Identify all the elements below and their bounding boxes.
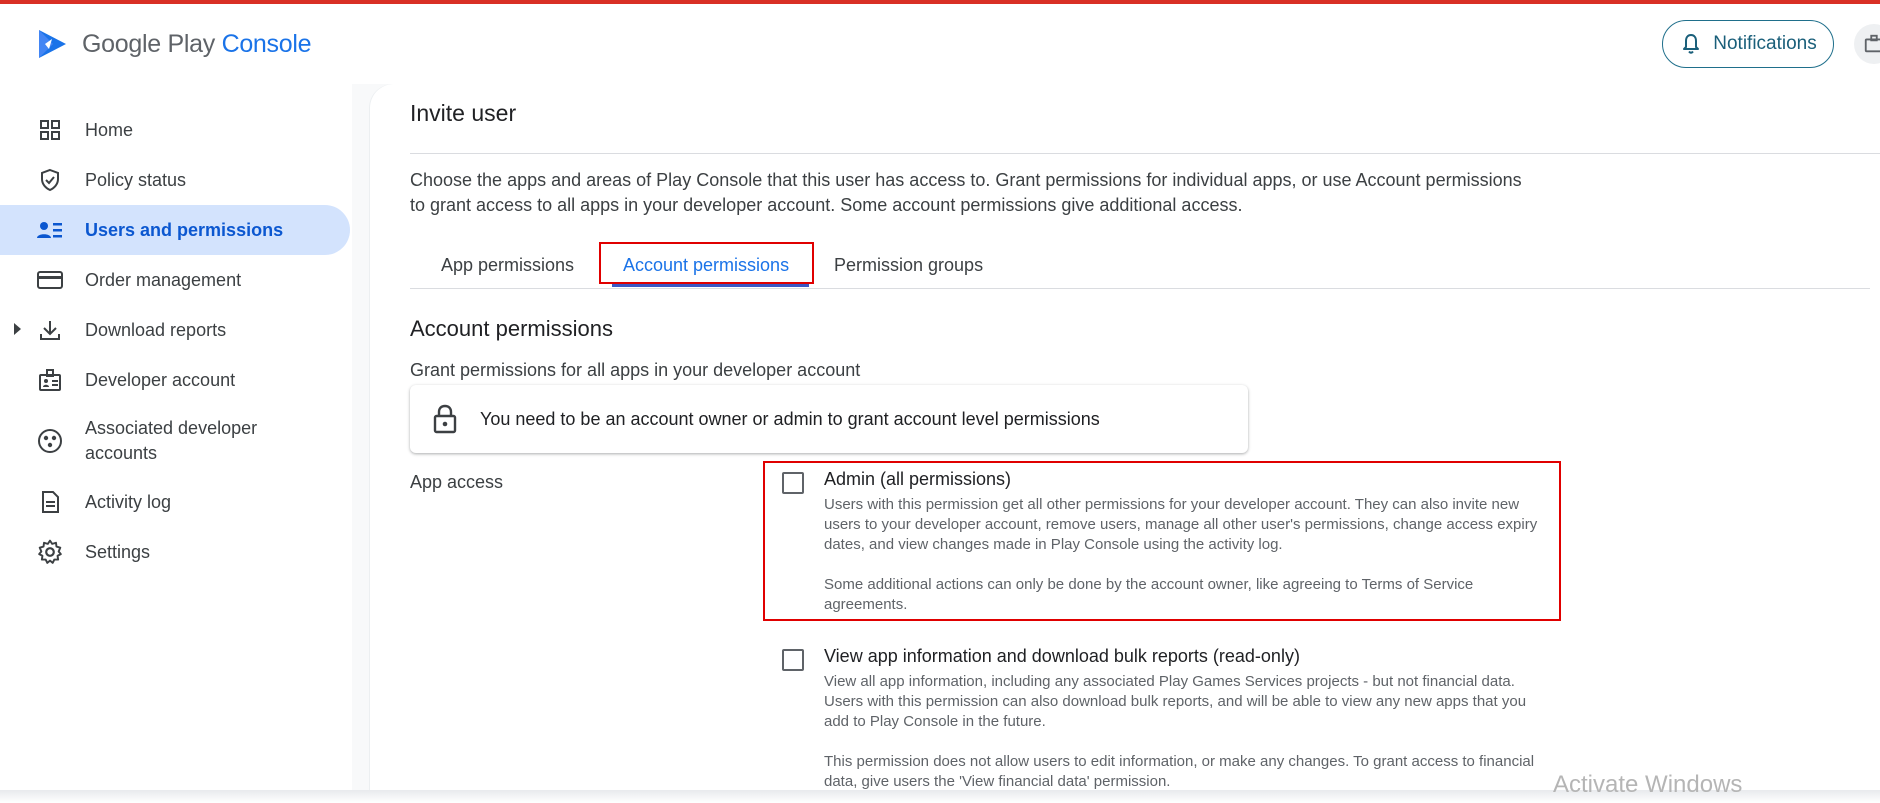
page-title: Invite user xyxy=(410,100,517,126)
sidebar-item-order-management[interactable] xyxy=(0,255,350,305)
notifications-label: Notifications xyxy=(1713,33,1817,54)
account-chip[interactable] xyxy=(1854,24,1880,64)
sidebar-item-label: Associated developer accounts xyxy=(85,418,258,463)
id-badge-icon xyxy=(1863,33,1880,55)
section-title: Account permissions xyxy=(410,316,613,341)
linked-accounts-icon xyxy=(37,428,63,454)
tab-app-permissions[interactable]: App permissions xyxy=(441,254,575,275)
brand-google-play: Google Play xyxy=(82,29,215,58)
sidebar-item-users-and-permissions[interactable] xyxy=(0,205,350,255)
view-app-info-checkbox[interactable] xyxy=(782,649,804,671)
permission-description-p1: Users with this permission get all other permissions for your developer account. They can also invite new users to your developer account, remove users, manage all other user's permissions, change access expiry dates, and view changes made in Play Console using the activity log. xyxy=(824,496,1538,553)
tab-account-permissions[interactable]: Account permissions xyxy=(623,254,790,275)
sidebar-item-label: Developer account xyxy=(85,369,236,390)
sidebar-item-label: Order management xyxy=(85,269,242,290)
permission-description-p2: Some additional actions can only be done by the account owner, like agreeing to Terms of Service agreements. xyxy=(824,576,1474,613)
shield-check-icon xyxy=(37,167,63,193)
top-accent-bar xyxy=(0,0,1880,4)
sidebar-item-associated-developer-accounts[interactable] xyxy=(0,405,350,477)
sidebar-item-label: Home xyxy=(85,119,134,140)
permission-description xyxy=(824,672,1544,792)
brand-console: Console xyxy=(221,29,312,58)
sidebar-nav xyxy=(0,105,352,577)
brand-name xyxy=(82,30,311,59)
notifications-button[interactable] xyxy=(1662,20,1834,68)
play-console-logo[interactable] xyxy=(36,24,311,64)
permission-title: Admin (all permissions) xyxy=(824,469,1012,489)
sidebar-item-activity-log[interactable] xyxy=(0,477,350,527)
credit-card-icon xyxy=(37,267,63,293)
play-logo-icon xyxy=(36,27,70,61)
section-subtitle: Grant permissions for all apps in your developer account xyxy=(410,360,861,380)
sidebar-item-label: Activity log xyxy=(85,491,172,512)
permission-notice-card xyxy=(410,385,1248,453)
sidebar-item-developer-account[interactable] xyxy=(0,355,350,405)
sidebar-item-label: Users and permissions xyxy=(85,219,284,240)
divider xyxy=(410,153,1880,154)
expand-caret-icon[interactable] xyxy=(14,323,21,335)
gear-icon xyxy=(37,539,63,565)
sidebar-item-label: Policy status xyxy=(85,169,187,190)
highlight-box-admin xyxy=(763,461,1561,621)
tab-permission-groups[interactable]: Permission groups xyxy=(834,254,984,275)
sidebar-item-label: Settings xyxy=(85,541,151,562)
active-tab-indicator xyxy=(612,284,809,287)
bell-icon xyxy=(1679,32,1703,56)
users-list-icon xyxy=(37,217,63,243)
id-badge-icon xyxy=(37,367,63,393)
sidebar-item-settings[interactable] xyxy=(0,527,350,577)
lock-icon xyxy=(432,404,458,434)
page-description: Choose the apps and areas of Play Console that this user has access to. Grant permissions for individual apps, or use Account permissions to grant access to all apps in your developer account. Some account permissions give additional access. xyxy=(410,170,1522,215)
permission-description-p2: This permission does not allow users to edit information, or make any changes. To grant access to financial data, give users the 'View financial data' permission. xyxy=(824,753,1535,790)
download-icon xyxy=(37,317,63,343)
notice-text: You need to be an account owner or admin to grant account level permissions xyxy=(480,409,1100,429)
sidebar-item-policy-status[interactable] xyxy=(0,155,350,205)
highlight-box-tab xyxy=(599,242,814,284)
permission-view-app-info xyxy=(782,646,1542,796)
permission-description-p1: View all app information, including any associated Play Games Services projects - but not financial data. Users with this permission can also download bulk reports, and will be able to view any new apps that you add to Play Console in the future. xyxy=(824,673,1527,730)
permission-title: View app information and download bulk reports (read-only) xyxy=(824,646,1300,666)
windows-activation-watermark: Activate Windows xyxy=(1553,771,1743,798)
app-access-label: App access xyxy=(410,472,504,492)
sidebar-item-label: Download reports xyxy=(85,319,227,340)
sidebar-item-home[interactable] xyxy=(0,105,350,155)
home-grid-icon xyxy=(37,117,63,143)
sidebar-item-download-reports[interactable] xyxy=(0,305,350,355)
document-icon xyxy=(37,489,63,515)
